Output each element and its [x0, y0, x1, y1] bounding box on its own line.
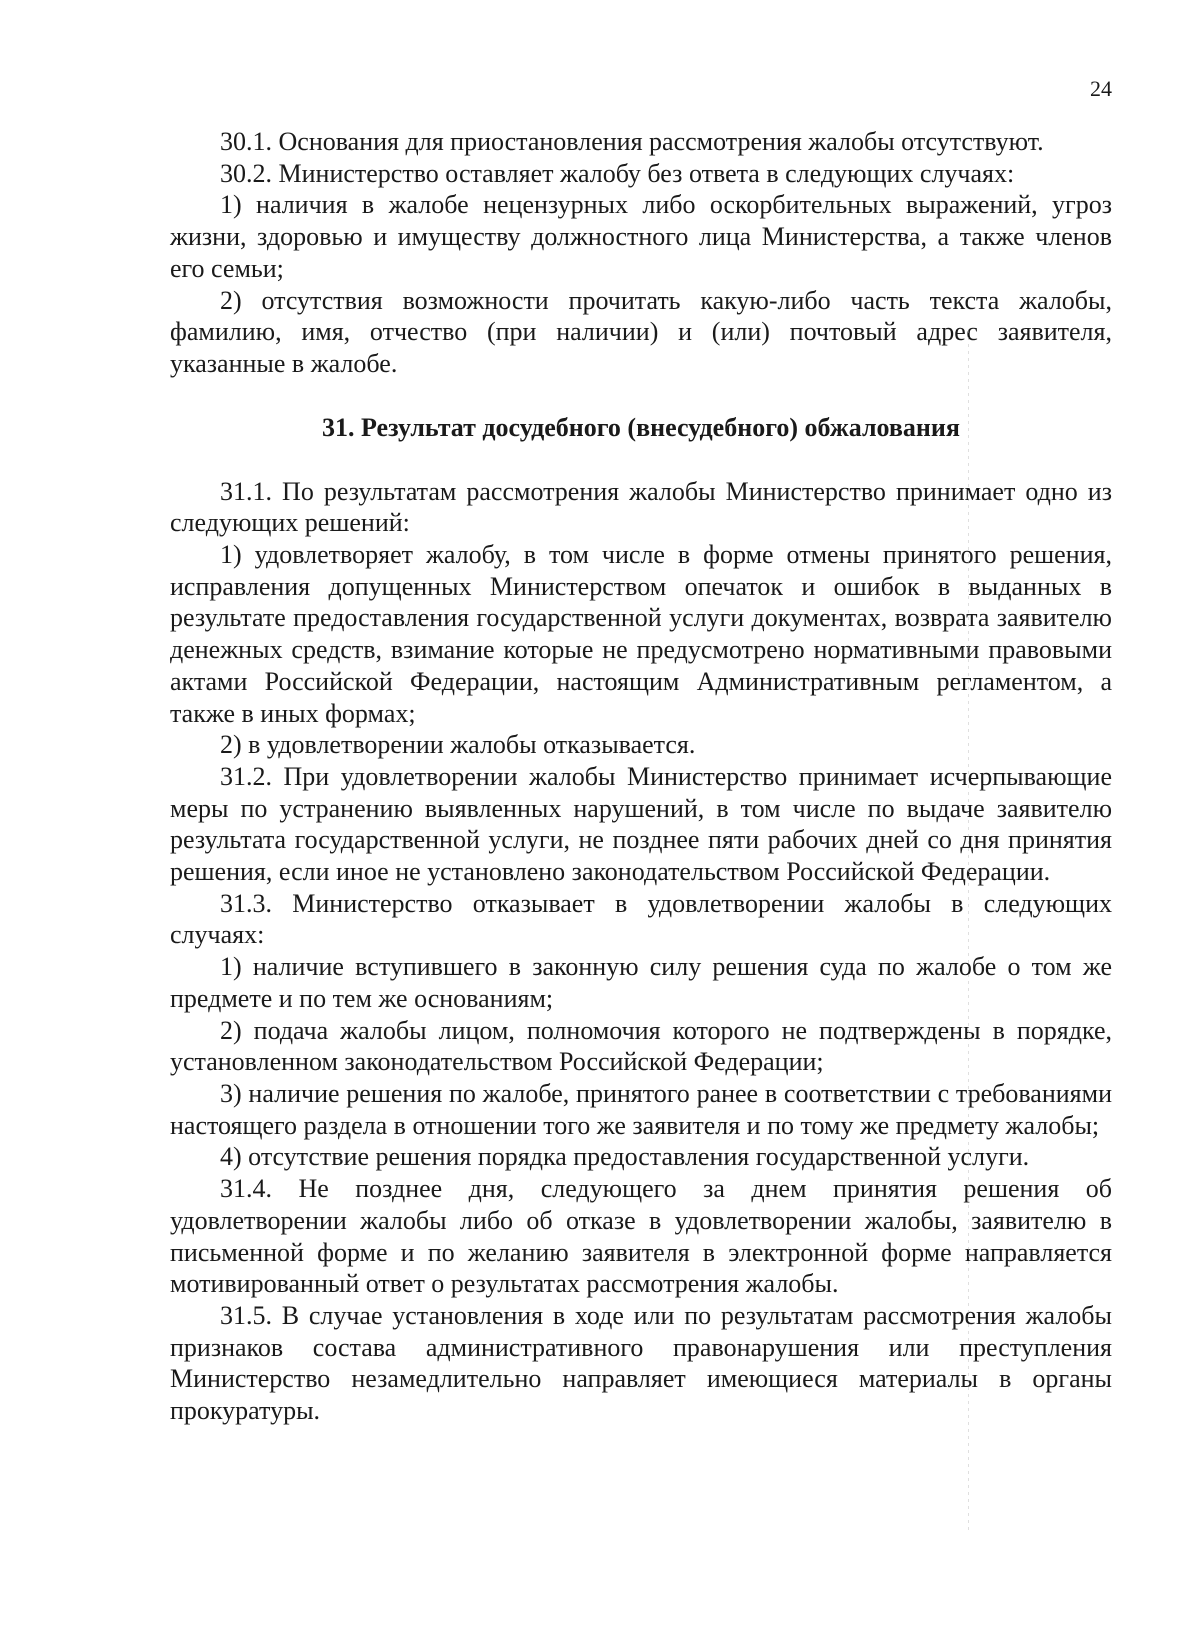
- paragraph-31-3-item-4: 4) отсутствие решения порядка предоставления государственной услуги.: [220, 1142, 1030, 1172]
- paragraph-31-1-item-2: 2) в удовлетворении жалобы отказывается.: [220, 730, 696, 760]
- paragraph-30-2-item-1: 1) наличия в жалобе нецензурных либо оскорбительных выражений, угроз жизни, здоровью и имуществу должностного лица Министерства, а также членов его семьи;: [170, 190, 1112, 283]
- page-number: 24: [1090, 76, 1112, 101]
- paragraph-30-1: 30.1. Основания для приостановления рассмотрения жалобы отсутствуют.: [220, 127, 1044, 156]
- paragraph-31-3-item-2: 2) подача жалобы лицом, полномочия которого не подтверждены в порядке, установленном законодательством Российской Федерации;: [170, 1015, 1112, 1077]
- paragraph-31-2: 31.2. При удовлетворении жалобы Министерство принимает исчерпывающие меры по устранению выявленных нарушений, в том числе по выдаче заявителю результата государственной услуги, не позднее пяти рабочих дней со дня принятия решения, если иное не установлено законодательством Российской Федерации.: [170, 761, 1112, 887]
- paragraph-31-5: 31.5. В случае установления в ходе или по результатам рассмотрения жалобы признаков состава административного правонарушения или преступления Министерство незамедлительно направляет имеющиеся материалы в органы прокуратуры.: [170, 1300, 1112, 1426]
- paragraph-30-2: 30.2. Министерство оставляет жалобу без ответа в следующих случаях:: [220, 158, 1015, 188]
- paragraph-31-3: 31.3. Министерство отказывает в удовлетворении жалобы в следующих случаях:: [170, 888, 1112, 950]
- paragraph-31-1-item-1: 1) удовлетворяет жалобу, в том числе в форме отмены принятого решения, исправления допущенных Министерством опечаток и ошибок в выданных в результате предоставления государственной услуги документах, возврата заявителю денежных средств, взимание которые не предусмотрено нормативными правовыми актами Российской Федерации, настоящим Административным регламентом, а также в иных формах;: [170, 540, 1112, 728]
- section-heading-31: 31. Результат досудебного (внесудебного) обжалования: [322, 412, 960, 442]
- paragraph-31-3-item-3: 3) наличие решения по жалобе, принятого ранее в соответствии с требованиями настоящего раздела в отношении того же заявителя и по тому же предмету жалобы;: [170, 1078, 1112, 1140]
- paragraph-31-1: 31.1. По результатам рассмотрения жалобы Министерство принимает одно из следующих решений:: [170, 476, 1112, 538]
- paragraph-30-2-item-2: 2) отсутствия возможности прочитать какую-либо часть текста жалобы, фамилию, имя, отчество (при наличии) и (или) почтовый адрес заявителя, указанные в жалобе.: [170, 285, 1112, 378]
- paragraph-31-3-item-1: 1) наличие вступившего в законную силу решения суда по жалобе о том же предмете и по тем же основаниям;: [170, 952, 1112, 1013]
- paragraph-31-4: 31.4. Не позднее дня, следующего за днем принятия решения об удовлетворении жалобы либо об отказе в удовлетворении жалобы, заявителю в письменной форме и по желанию заявителя в электронной форме направляется мотивированный ответ о результатах рассмотрения жалобы.: [170, 1174, 1112, 1299]
- scan-artifact-line: [968, 330, 969, 1530]
